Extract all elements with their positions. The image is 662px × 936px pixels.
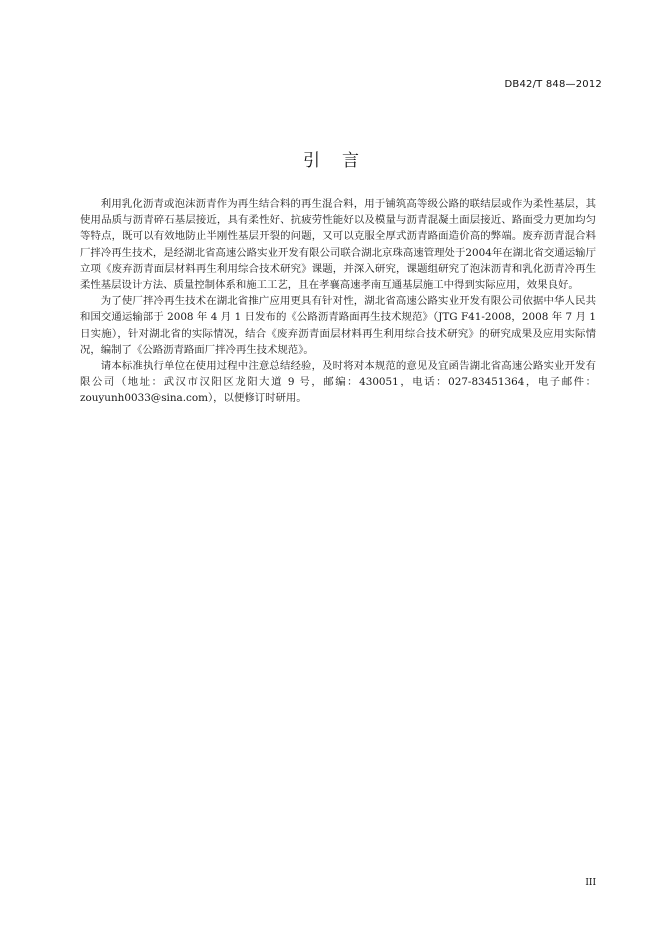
page-number: III — [585, 878, 596, 888]
paragraph-1: 利用乳化沥青或泡沫沥青作为再生结合料的再生混合料，用于铺筑高等级公路的联结层或作为柔性基层，其使用品质与沥青碎石基层接近，具有柔性好、抗疲劳性能好以及模量与沥青混凝土面层接近、路面受力更加均匀等特点，既可以有效地防止半刚性基层开裂的问题，又可以克服全厚式沥青路面造价高的弊端。废弃沥青混合料厂拌冷再生技术，是经湖北省高速公路实业开发有限公司联合湖北京珠高速管理处于2004年在湖北省交通运输厅立项《废弃沥青面层材料再生利用综合技术研究》课题，并深入研究，课题组研究了泡沫沥青和乳化沥青冷再生柔性基层设计方法、质量控制体系和施工工艺，且在孝襄高速孝南互通基层施工中得到实际应用，效果良好。 — [80, 198, 596, 292]
paragraph-2: 为了使厂拌冷再生技术在湖北省推广应用更具有针对性，湖北省高速公路实业开发有限公司依据中华人民共和国交通运输部于 2008 年 4 月 1 日发布的《公路沥青路面再生技术规范》（JTG F41-2008，2008 年 7 月 1 日实施），针对湖北省的实际情况，结合《废弃沥青面层材料再生利用综合技术研究》的研究成果及应用实际情况，编制了《公路沥青路面厂拌冷再生技术规范》。 — [80, 295, 596, 356]
paragraph-3: 请本标准执行单位在使用过程中注意总结经验，及时将对本规范的意见及宜函告湖北省高速公路实业开发有限公司（地址：武汉市汉阳区龙阳大道 9 号，邮编：430051，电话：027-83451364，电子邮件：zouyunh0033@sina.com），以便修订时研用。 — [80, 360, 596, 405]
page-title: 引言 — [303, 151, 381, 171]
document-code: DB42/T 848—2012 — [504, 79, 602, 90]
body-text — [80, 196, 596, 407]
